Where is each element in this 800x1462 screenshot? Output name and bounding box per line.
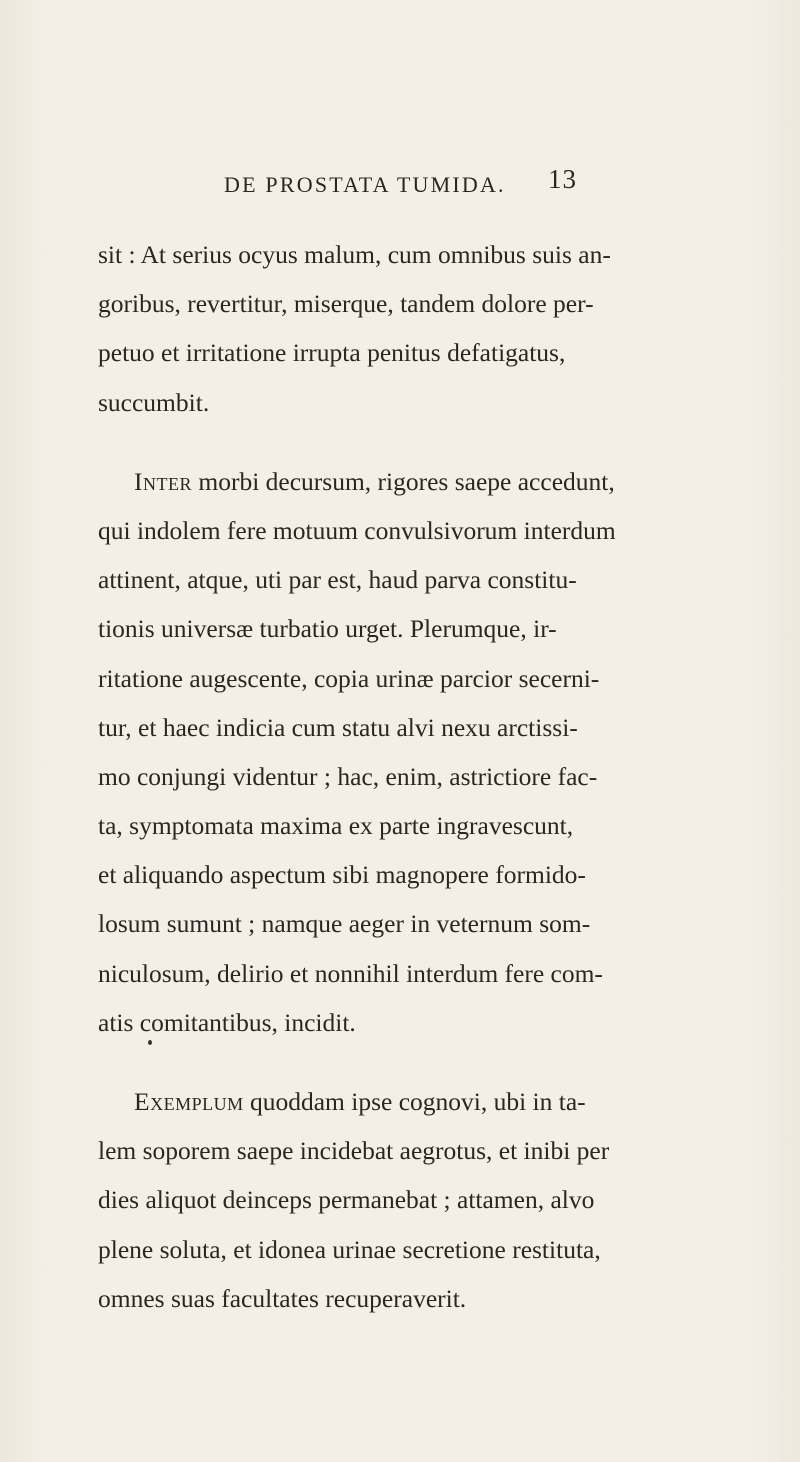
text-line: ritatione augescente, copia urinæ parcior secerni-: [98, 663, 600, 693]
body-text: [98, 230, 698, 1323]
text-run: quoddam ipse cognovi, ubi in ta-: [243, 1087, 586, 1116]
paragraph-2: [98, 457, 698, 1047]
text-line: mo conjungi videntur ; hac, enim, astrictiore fac-: [98, 761, 598, 791]
text-line: petuo et irritatione irrupta penitus defatigatus,: [98, 338, 566, 368]
ink-speck: [148, 1040, 152, 1045]
text-line: goribus, revertitur, miserque, tandem dolore per-: [98, 289, 594, 319]
text-run: morbi decursum, rigores saepe accedunt,: [192, 466, 615, 496]
text-line: qui indolem fere motuum convulsivorum interdum: [98, 515, 616, 545]
paragraph-1: [98, 230, 698, 427]
text-line: plene soluta, et idonea urinae secretione restituta,: [98, 1234, 601, 1264]
text-line: ta, symptomata maxima ex parte ingravescunt,: [98, 811, 574, 841]
text-line: et aliquando aspectum sibi magnopere formido-: [98, 860, 586, 890]
text-line-first: [98, 1077, 698, 1126]
running-head: [0, 164, 800, 212]
text-line: atis comitantibus, incidit.: [98, 1007, 356, 1037]
text-line: niculosum, delirio et nonnihil interdum fere com-: [98, 958, 603, 988]
text-line: succumbit.: [98, 387, 210, 417]
lead-word: Inter: [134, 466, 192, 496]
text-line: omnes suas facultates recuperaverit.: [98, 1283, 467, 1313]
text-line: dies aliquot deinceps permanebat ; attamen, alvo: [98, 1185, 595, 1215]
text-line: losum sumunt ; namque aeger in veternum som-: [98, 909, 591, 939]
text-line: lem soporem saepe incidebat aegrotus, et inibi per: [98, 1136, 610, 1166]
text-line: tur, et haec indicia cum statu alvi nexu arctissi-: [98, 712, 578, 742]
text-line: tionis universæ turbatio urget. Plerumque, ir-: [98, 614, 557, 644]
text-line: sit : At serius ocyus malum, cum omnibus suis an-: [98, 240, 611, 269]
page-number: 13: [548, 164, 577, 194]
text-line-first: [98, 457, 698, 506]
lead-word: Exemplum: [134, 1087, 244, 1116]
paragraph-gap: [98, 1047, 698, 1077]
paragraph-gap: [98, 427, 698, 457]
running-title: DE PROSTATA TUMIDA.: [224, 172, 506, 197]
text-line: attinent, atque, uti par est, haud parva constitu-: [98, 565, 577, 595]
paragraph-3: [98, 1077, 698, 1323]
